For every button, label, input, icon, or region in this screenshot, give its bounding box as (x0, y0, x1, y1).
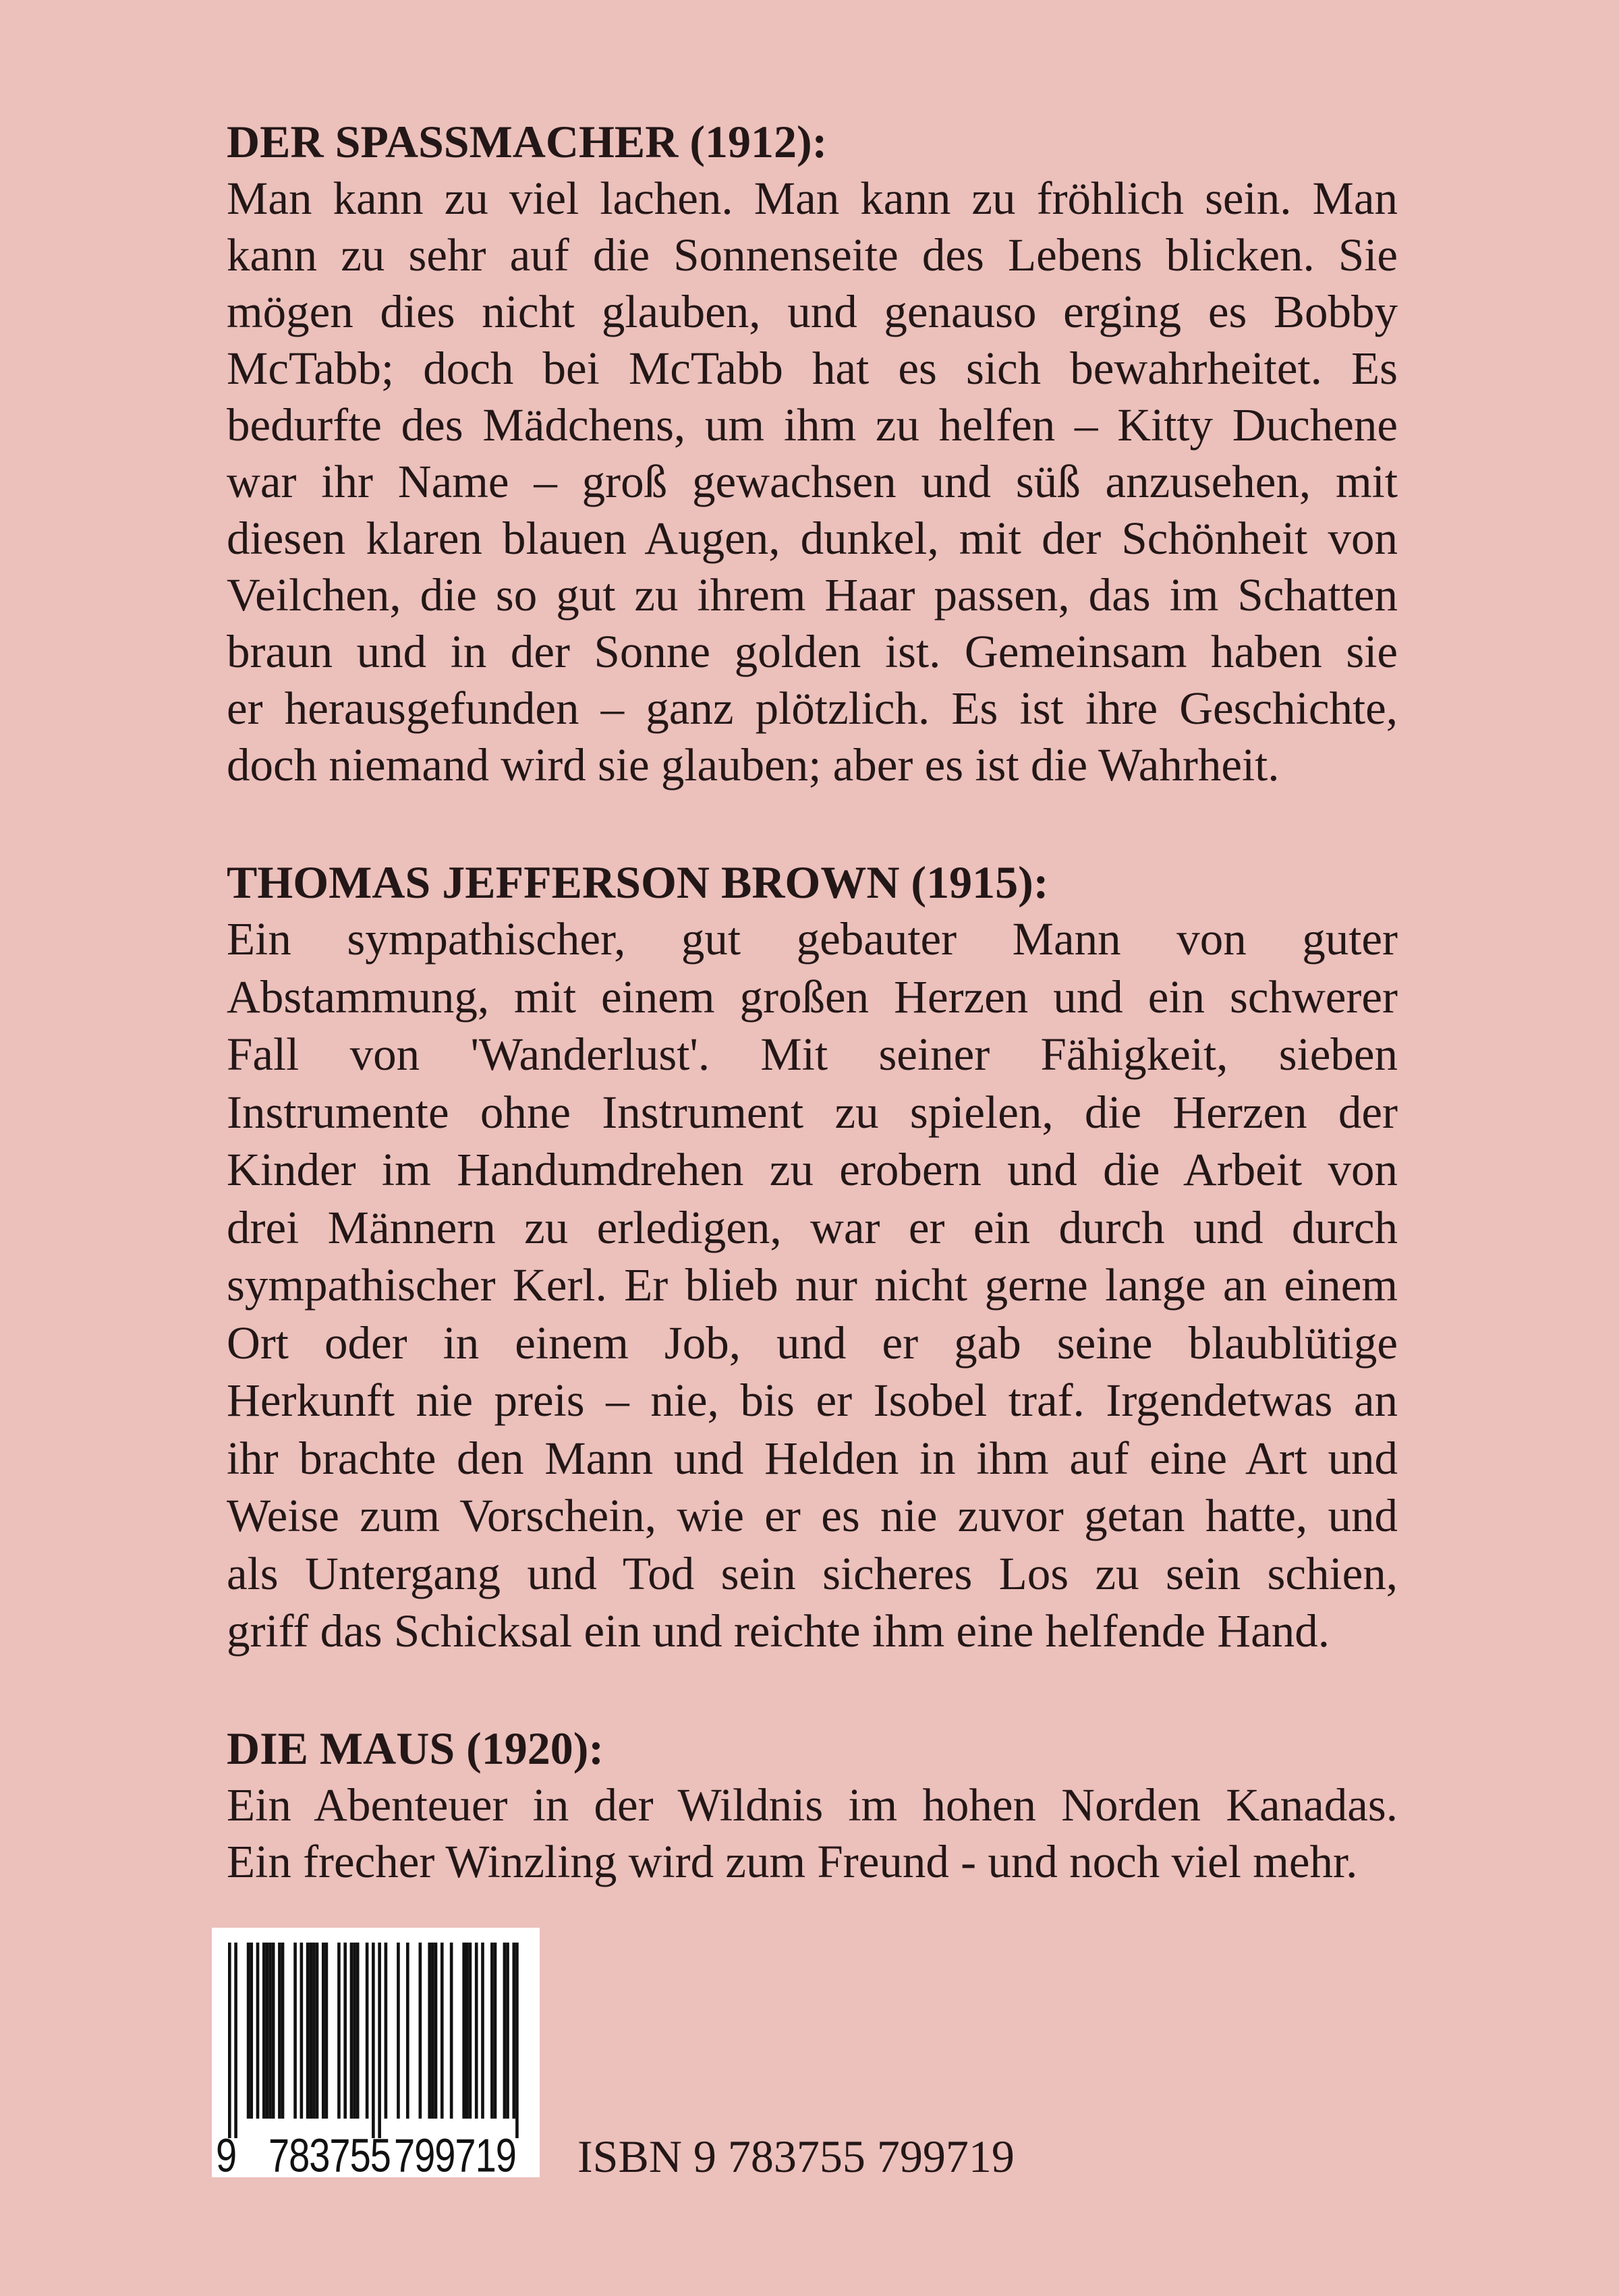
section-title: DIE MAUS (1920): (227, 1723, 604, 1774)
text-line: McTabb; doch bei McTabb hat es sich bewahrheitet. Es (227, 343, 1398, 394)
barcode-digit-first: 9 (216, 2128, 237, 2182)
barcode-bar (372, 1943, 375, 2138)
barcode-bar (278, 1943, 281, 2119)
text-line: Instrumente ohne Instrument zu spielen, die Herzen der (227, 1086, 1398, 1138)
text-line: als Untergang und Tod sein sicheres Los zu sein schien, (227, 1547, 1398, 1599)
section-der-spassmacher (227, 113, 1398, 793)
text-line: griff das Schicksal ein und reichte ihm eine helfende Hand. (227, 1605, 1330, 1657)
text-line: Ein sympathischer, gut gebauter Mann von guter (227, 913, 1398, 965)
barcode-bar (419, 1943, 422, 2119)
barcode (212, 1928, 540, 2182)
barcode-bar (481, 1943, 484, 2119)
text-line: ihr brachte den Mann und Helden in ihm auf eine Art und (227, 1432, 1398, 1484)
barcode-bar (465, 1943, 469, 2119)
barcode-bar (247, 1943, 250, 2119)
barcode-bar (441, 1943, 444, 2119)
barcode-bar (462, 1943, 465, 2119)
barcode-bar (350, 1943, 353, 2119)
barcode-bar (450, 1943, 453, 2119)
barcode-bar (378, 1943, 381, 2138)
barcode-bar (506, 1943, 509, 2119)
section-body (227, 1777, 1398, 1890)
text-line: sympathischer Kerl. Er blieb nur nicht gerne lange an einem (227, 1259, 1398, 1311)
text-line: kann zu sehr auf die Sonnenseite des Lebens blicken. Sie (227, 229, 1398, 281)
text-line: braun und in der Sonne golden ist. Gemeinsam haben sie (227, 626, 1398, 677)
barcode-digits-right: 799719 (394, 2128, 516, 2182)
barcode-bar (322, 1943, 325, 2119)
section-title: DER SPASSMACHER (1912): (227, 116, 828, 167)
section-body (227, 911, 1398, 1661)
barcode-bar (490, 1943, 494, 2119)
text-line: Veilchen, die so gut zu ihrem Haar passen, das im Schatten (227, 569, 1398, 621)
text-line: Weise zum Vorschein, wie er es nie zuvor getan hatte, und (227, 1490, 1398, 1541)
barcode-bar (337, 1943, 341, 2119)
barcode-bars (228, 1943, 525, 2138)
section-die-maus (227, 1720, 1398, 1890)
isbn-text: ISBN 9 783755 799719 (577, 2131, 1015, 2182)
barcode-bar (312, 1943, 316, 2119)
barcode-bar (469, 1943, 472, 2119)
text-line: Kinder im Handumdrehen zu erobern und die Arbeit von (227, 1144, 1398, 1195)
text-line: drei Männern zu erledigen, war er ein durch und durch (227, 1201, 1398, 1253)
barcode-bar (356, 1943, 360, 2119)
text-line: war ihr Name – groß gewachsen und süß anzusehen, mit (227, 456, 1398, 507)
barcode-bar (343, 1943, 347, 2119)
text-line: er herausgefunden – ganz plötzlich. Es ist ihre Geschichte, (227, 683, 1398, 734)
text-line: mögen dies nicht glauben, und genauso erging es Bobby (227, 286, 1398, 337)
barcode-bar (266, 1943, 269, 2119)
barcode-bar (306, 1943, 310, 2119)
text-line: Abstammung, mit einem großen Herzen und ein schwerer (227, 971, 1398, 1023)
barcode-bar (281, 1943, 285, 2119)
barcode-bar (434, 1943, 438, 2119)
barcode-bar (475, 1943, 478, 2119)
text-line: doch niemand wird sie glauben; aber es ist die Wahrheit. (227, 739, 1280, 791)
barcode-bar (385, 1943, 388, 2119)
barcode-bar (428, 1943, 431, 2119)
barcode-bar (316, 1943, 319, 2119)
barcode-bar (309, 1943, 312, 2119)
barcode-bar (325, 1943, 329, 2119)
barcode-bar (228, 1943, 231, 2138)
barcode-bar (234, 1943, 237, 2138)
barcode-bar (406, 1943, 409, 2119)
barcode-bar (494, 1943, 497, 2119)
text-line: bedurfte des Mädchens, um ihm zu helfen – Kitty Duchene (227, 399, 1398, 451)
text-line: Fall von 'Wanderlust'. Mit seiner Fähigkeit, sieben (227, 1029, 1398, 1080)
barcode-bar (262, 1943, 266, 2119)
text-line: Ein Abenteuer in der Wildnis im hohen Norden Kanadas. (227, 1779, 1398, 1831)
barcode-bar (250, 1943, 253, 2119)
text-line: Herkunft nie preis – nie, bis er Isobel traf. Irgendetwas an (227, 1375, 1398, 1426)
barcode-bar (503, 1943, 507, 2119)
barcode-bar (272, 1943, 275, 2119)
barcode-bar (256, 1943, 260, 2119)
barcode-bar (431, 1943, 434, 2119)
text-line: Ort oder in einem Job, und er gab seine blaublütige (227, 1317, 1398, 1369)
barcode-digits-left: 783755 (268, 2128, 391, 2182)
barcode-bar (353, 1943, 356, 2119)
barcode-bar (268, 1943, 272, 2119)
section-title: THOMAS JEFFERSON BROWN (1915): (227, 857, 1049, 908)
barcode-bar (515, 1943, 519, 2138)
text-line: Man kann zu viel lachen. Man kann zu fröhlich sein. Man (227, 173, 1398, 224)
text-line: Ein frecher Winzling wird zum Freund - und noch viel mehr. (227, 1836, 1358, 1887)
barcode-bar (293, 1943, 297, 2119)
text-line: diesen klaren blauen Augen, dunkel, mit der Schönheit von (227, 513, 1398, 564)
section-thomas-jefferson-brown (227, 854, 1398, 1661)
barcode-bar (512, 1943, 515, 2119)
section-body (227, 170, 1398, 793)
barcode-bar (300, 1943, 304, 2119)
barcode-bar (397, 1943, 400, 2119)
barcode-bar (366, 1943, 369, 2119)
